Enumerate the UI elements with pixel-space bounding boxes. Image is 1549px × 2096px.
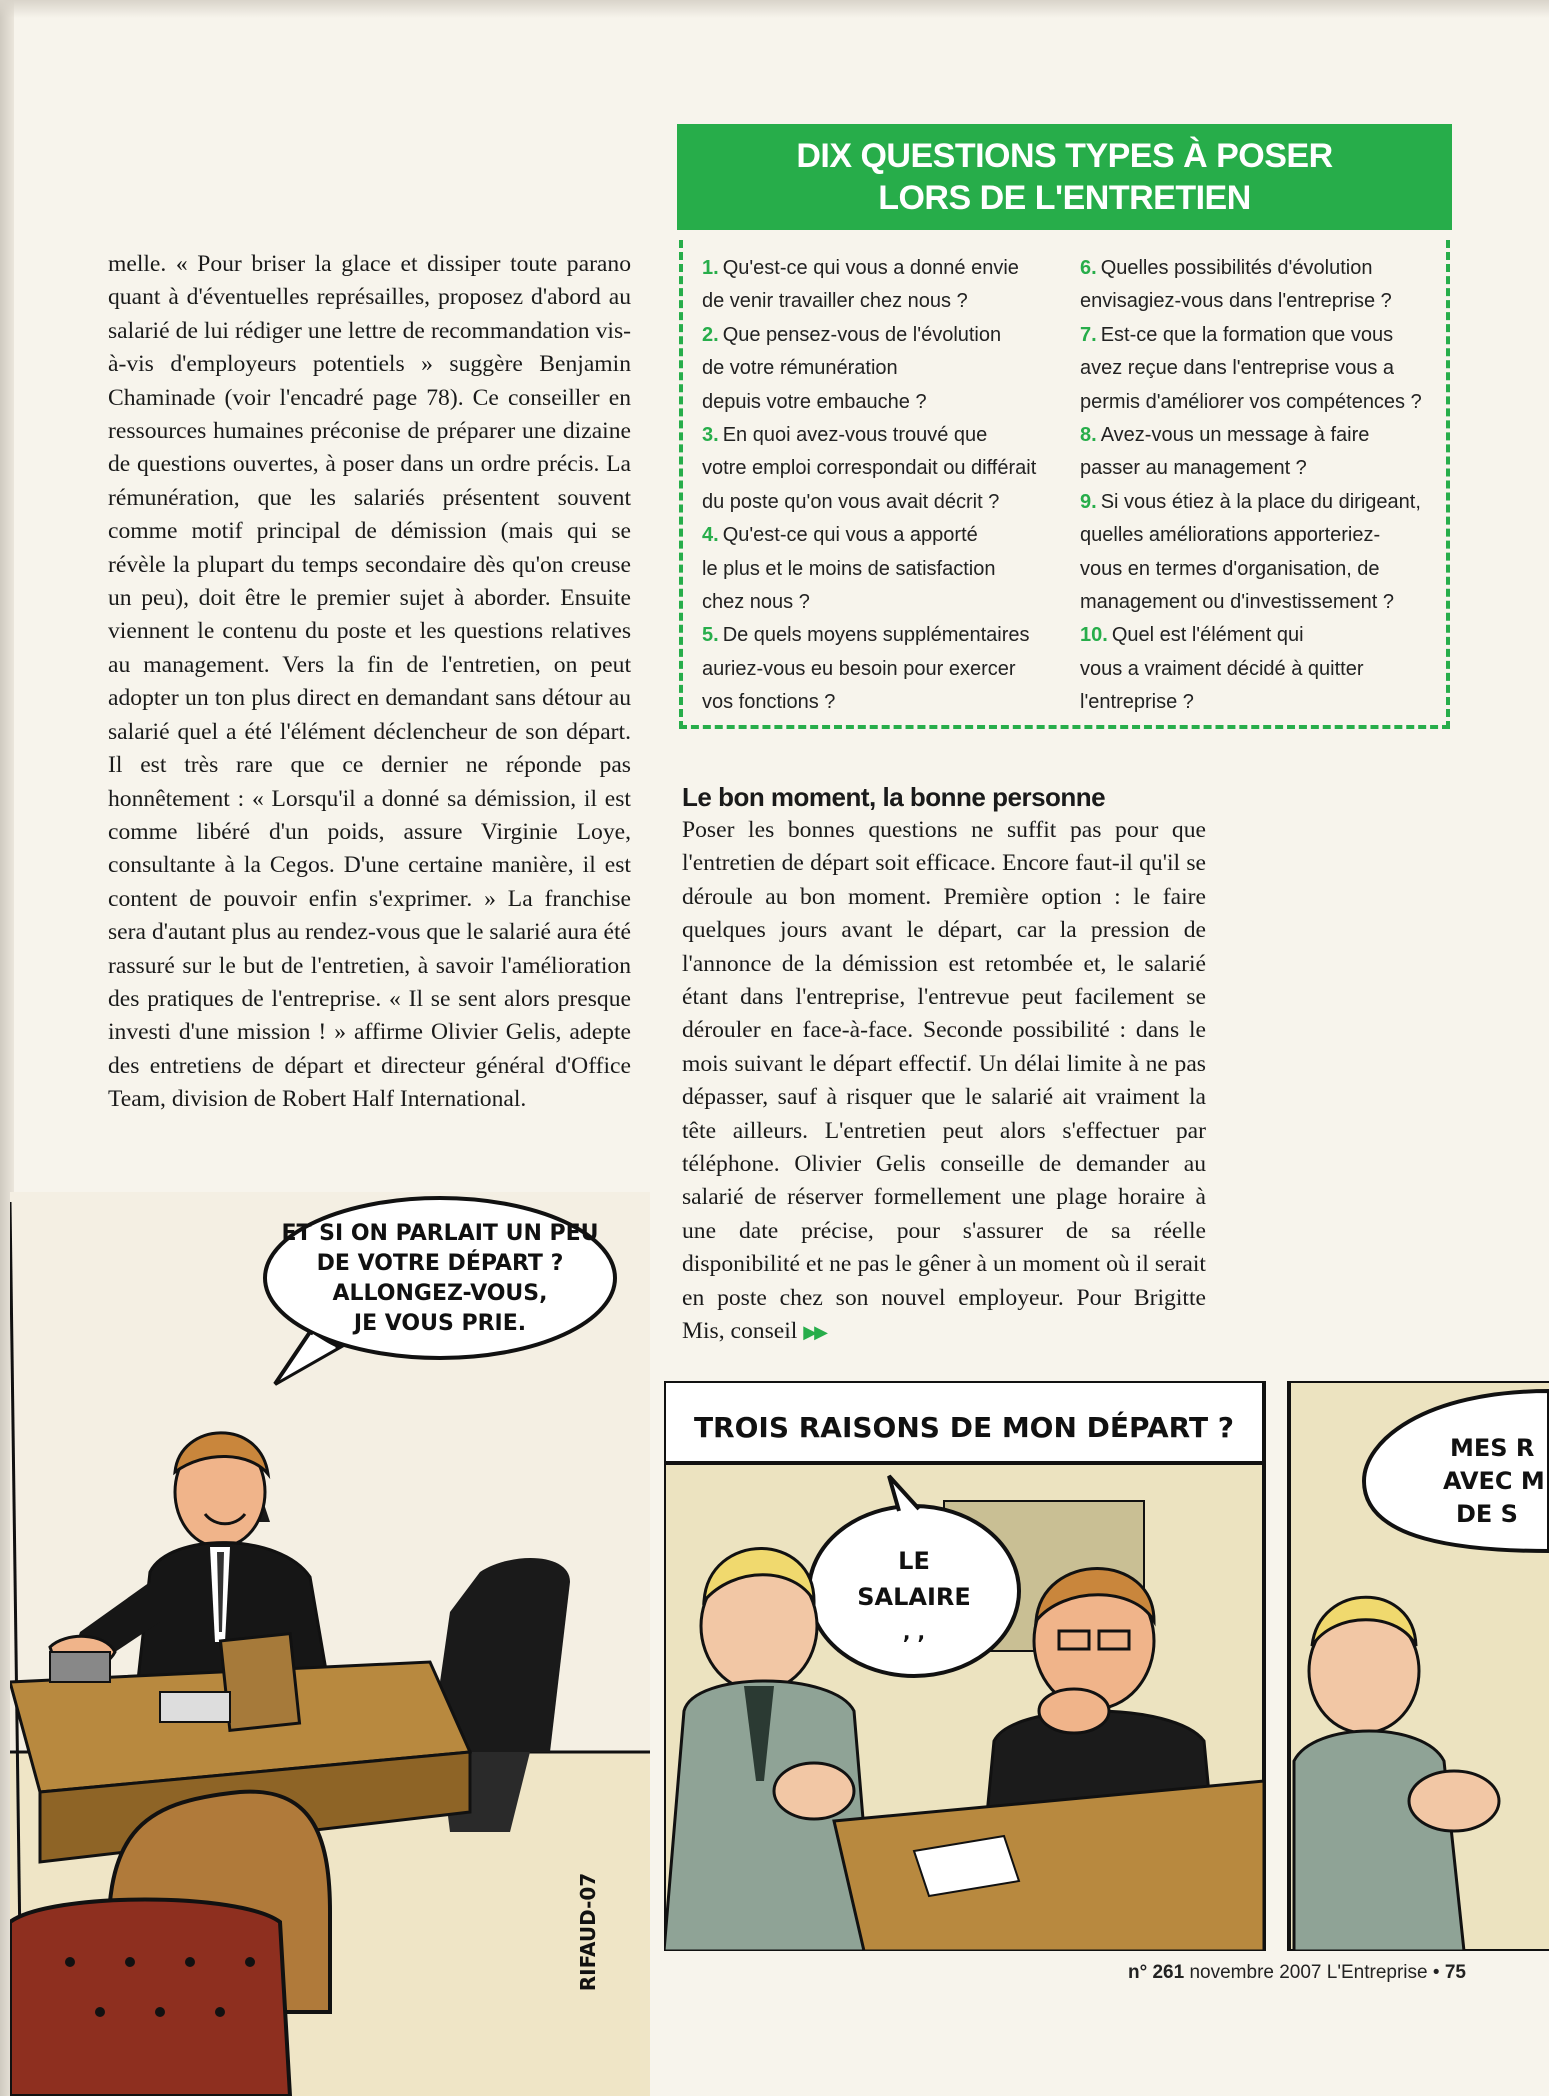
question-text: Avez-vous un message à faire	[1100, 424, 1370, 447]
question-text: management ou d'investissement ?	[1080, 591, 1394, 614]
panel-2-speech-line: AVEC M	[1443, 1467, 1545, 1495]
speech-line: JE VOUS PRIE.	[353, 1311, 527, 1336]
question-number: 1.	[702, 257, 719, 279]
question-text: En quoi avez-vous trouvé que	[722, 424, 988, 447]
speech-line: ET SI ON PARLAIT UN PEU	[281, 1221, 599, 1246]
question-text: l'entreprise ?	[1080, 691, 1194, 714]
question-number: 6.	[1080, 257, 1097, 279]
employee-hands	[774, 1763, 854, 1819]
footer-month: novembre 2007	[1189, 1962, 1322, 1983]
question-number: 10.	[1080, 624, 1108, 647]
question-text: du poste qu'on vous avait décrit ?	[702, 490, 1000, 513]
panel-1-speech-line: LE	[898, 1547, 930, 1575]
footer-magazine: L'Entreprise	[1326, 1962, 1428, 1983]
question-item	[702, 619, 1062, 719]
comic-illustration-office	[10, 1192, 650, 2096]
question-text: de votre rémunération	[702, 357, 898, 380]
panel-1-speech-line: SALAIRE	[857, 1583, 971, 1611]
question-item	[1080, 419, 1440, 486]
question-item	[1080, 486, 1440, 620]
footer-page-number: 75	[1444, 1962, 1466, 1983]
right-paragraph-text: Poser les bonnes questions ne suffit pas pour que l'entretien de départ soit efficace. Encore faut-il qu'il se déroule au bon moment. Première option : le faire quelques jours avant le départ, car la pression de l'annonce de la démission est retombée et, le salarié étant dans l'entreprise, l'entrevue peut facilement se dérouler en face-à-face. Seconde possibilité : dans le mois suivant le départ effectif. Un délai limite à ne pas dépasser, sauf à risquer que le salarié ait vraiment la tête ailleurs. L'entretien peut alors s'effectuer par téléphone. Olivier Gelis conseille de demander au salarié de réserver formellement une plage horaire à une date précise, pour s'assurer de sa réelle disponibilité et ne pas le gêner à un moment où il serait en poste chez son nouvel employeur. Pour Brigitte Mis, conseil	[682, 817, 1206, 1345]
questions-box-title-line1: DIX QUESTIONS TYPES À POSER	[796, 137, 1333, 175]
sofa	[10, 1900, 290, 2096]
comic-panel-2	[1289, 1381, 1549, 1951]
question-text: chez nous ?	[702, 591, 810, 614]
question-text: passer au management ?	[1080, 457, 1307, 480]
page-footer	[1128, 1962, 1466, 1984]
question-text: vous a vraiment décidé à quitter	[1080, 657, 1364, 680]
section-heading: Le bon moment, la bonne personne	[682, 782, 1106, 812]
right-paragraph	[682, 814, 1206, 1350]
question-number: 8.	[1080, 424, 1097, 447]
footer-separator: •	[1432, 1962, 1440, 1983]
comic-strip	[664, 1381, 1549, 1951]
footer-issue: n° 261	[1128, 1962, 1185, 1983]
question-text: Qu'est-ce qui vous a apporté	[722, 524, 978, 547]
left-paragraph: melle. « Pour briser la glace et dissiper toute parano quant à d'éventuelles représailles, proposez d'abord au salarié de lui rédiger une lettre de recommandation vis-à-vis d'employeurs potentiels » suggère Benjamin Chaminade (voir l'encadré page 78). Ce conseiller en ressources humaines préconise de préparer une dizaine de questions ouvertes, à poser dans un ordre précis. La rémunération, que les salariés présentent souvent comme motif principal de démission (mais qui se révèle la plupart du temps secondaire dès qu'on creuse un peu), doit être le premier sujet à aborder. Ensuite viennent le contenu du poste et les questions relatives au management. Vers la fin de l'entretien, on peut adopter un ton plus direct en demandant sans détour au salarié quel a été l'élément déclencheur de son départ. Il est très rare que ce dernier ne réponde pas honnêtement : « Lorsqu'il a donné sa démission, il est comme libéré d'un poids, assure Virginie Loye, consultante à la Cegos. D'une certaine manière, il est content de pouvoir enfin s'exprimer. » La franchise sera d'autant plus au rendez-vous que le salarié aura été rassuré sur le but de l'entretien, à savoir l'amélioration des pratiques de l'entreprise. « Il se sent alors presque investi d'une mission ! » affirme Olivier Gelis, adepte des entretiens de départ et directeur général d'Office Team, division de Robert Half International.	[108, 251, 631, 1113]
question-text: vos fonctions ?	[702, 691, 836, 714]
question-item	[702, 519, 1062, 619]
question-text: votre emploi correspondait ou différait	[702, 457, 1037, 480]
question-text: permis d'améliorer vos compétences ?	[1080, 390, 1422, 413]
question-text: Est-ce que la formation que vous	[1100, 323, 1394, 346]
question-text: Si vous étiez à la place du dirigeant,	[1100, 490, 1421, 513]
panel-2-speech-line: DE S	[1456, 1500, 1518, 1528]
questions-box-title-line2: LORS DE L'ENTRETIEN	[878, 179, 1251, 217]
question-number: 7.	[1080, 323, 1097, 346]
question-item	[702, 252, 1062, 319]
question-text: de venir travailler chez nous ?	[702, 290, 968, 313]
question-text: depuis votre embauche ?	[702, 390, 927, 413]
question-item	[702, 419, 1062, 519]
question-text: Quelles possibilités d'évolution	[1100, 257, 1373, 279]
question-text: vous en termes d'organisation, de	[1080, 557, 1380, 580]
question-text: quelles améliorations apporteriez-	[1080, 524, 1381, 547]
picture-frame	[220, 1634, 299, 1731]
question-number: 2.	[702, 323, 719, 346]
comic-panel-1	[664, 1381, 1264, 1951]
questions-box-title	[677, 124, 1452, 230]
questions-column-right	[1080, 252, 1440, 720]
speech-line: DE VOTRE DÉPART ?	[316, 1251, 564, 1276]
question-number: 9.	[1080, 490, 1097, 513]
question-text: auriez-vous eu besoin pour exercer	[702, 657, 1016, 680]
question-text: Qu'est-ce qui vous a donné envie	[722, 257, 1019, 279]
right-text-column	[682, 814, 1206, 1350]
phone	[50, 1652, 110, 1682]
speech-line: ALLONGEZ-VOUS,	[332, 1281, 548, 1306]
page-top-shadow	[0, 0, 1549, 18]
panel-2-speech-line: MES R	[1450, 1434, 1535, 1462]
question-item	[702, 319, 1062, 419]
question-item	[1080, 252, 1440, 319]
sofa-body	[10, 1900, 290, 2096]
panel-1-speech-line: , ,	[902, 1620, 926, 1644]
question-text: Que pensez-vous de l'évolution	[722, 323, 1002, 346]
continue-arrow-icon: ▶▶	[803, 1322, 825, 1344]
paper-stack	[160, 1692, 230, 1722]
artist-signature: RIFAUD-07	[576, 1872, 600, 1992]
question-text: avez reçue dans l'entreprise vous a	[1080, 357, 1394, 380]
question-number: 4.	[702, 524, 719, 547]
question-item	[1080, 619, 1440, 719]
question-text: De quels moyens supplémentaires	[722, 624, 1030, 647]
panel-1-caption: TROIS RAISONS DE MON DÉPART ?	[693, 1411, 1235, 1444]
question-text: envisagiez-vous dans l'entreprise ?	[1080, 290, 1392, 313]
questions-column-left	[702, 252, 1062, 720]
question-number: 5.	[702, 624, 719, 647]
question-text: Quel est l'élément qui	[1111, 624, 1304, 647]
question-number: 3.	[702, 424, 719, 447]
left-text-column	[108, 248, 631, 1117]
question-text: le plus et le moins de satisfaction	[702, 557, 996, 580]
question-item	[1080, 319, 1440, 419]
